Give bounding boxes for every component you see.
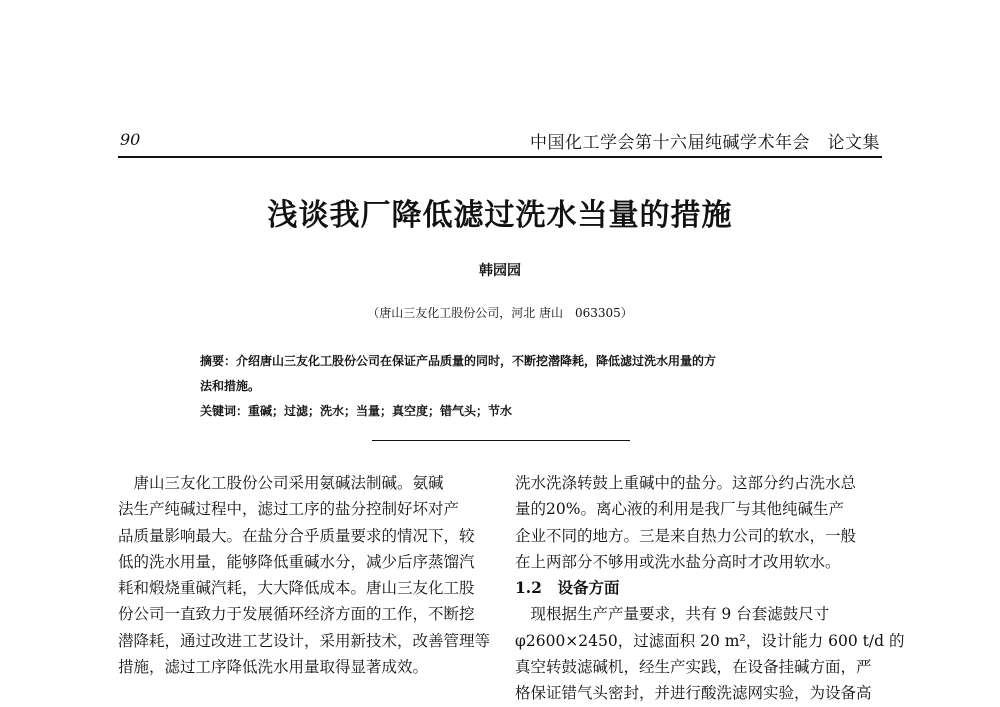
affiliation: （唐山三友化工股份公司，河北 唐山 063305）: [367, 306, 633, 320]
abstract-line-2: 法和措施。: [200, 379, 261, 393]
body-line: 量的20%。离心液的利用是我厂与其他纯碱生产: [515, 500, 844, 519]
body-line: 在上两部分不够用或洗水盐分高时才改用软水。: [515, 552, 841, 571]
body-line: 企业不同的地方。三是来自热力公司的软水，一般: [515, 526, 857, 545]
author-name: 韩园园: [479, 263, 521, 279]
divider-rule: [372, 440, 630, 441]
section-heading: 1.2 设备方面: [515, 578, 620, 598]
body-line: 格保证错气头密封，并进行酸洗滤网实验，为设备高: [515, 684, 872, 703]
body-line: 现根据生产产量要求，共有 9 台套滤鼓尺寸: [515, 605, 830, 624]
running-header: 中国化工学会第十六届纯碱学术年会 论文集: [530, 133, 880, 153]
keywords: 关键词：重碱；过滤；洗水；当量；真空度；错气头；节水: [200, 404, 513, 418]
body-column-right: [515, 470, 905, 707]
body-line: φ2600×2450，过滤面积 20 m²，设计能力 600 t/d 的: [515, 631, 905, 650]
paper-title: 浅谈我厂降低滤过洗水当量的措施: [267, 198, 733, 233]
body-line: 耗和煅烧重碱汽耗，大大降低成本。唐山三友化工股: [118, 579, 475, 598]
body-line: 法生产纯碱过程中，滤过工序的盐分控制好坏对产: [118, 500, 460, 519]
body-line: 真空转鼓滤碱机，经生产实践，在设备挂碱方面，严: [515, 658, 872, 677]
body-line: 品质量影响最大。在盐分合乎质量要求的情况下，较: [118, 526, 475, 545]
body-line: 低的洗水用量，能够降低重碱水分，减少后序蒸馏汽: [118, 552, 475, 571]
abstract-line-1: 摘要：介绍唐山三友化工股份公司在保证产品质量的同时，不断挖潜降耗，降低滤过洗水用量的方: [200, 354, 717, 368]
body-line: 潜降耗，通过改进工艺设计，采用新技术，改善管理等: [118, 631, 491, 650]
body-line: 洗水洗涤转鼓上重碱中的盐分。这部分约占洗水总: [515, 474, 857, 492]
body-line: 唐山三友化工股份公司采用氨碱法制碱。氨碱: [118, 474, 444, 492]
body-line: 措施，滤过工序降低洗水用量取得显著成效。: [118, 658, 429, 677]
body-line: 份公司一直致力于发展循环经济方面的工作，不断挖: [118, 605, 475, 624]
header-rule: [118, 156, 882, 158]
page-number: 90: [120, 130, 141, 149]
body-column-left: [118, 470, 491, 680]
